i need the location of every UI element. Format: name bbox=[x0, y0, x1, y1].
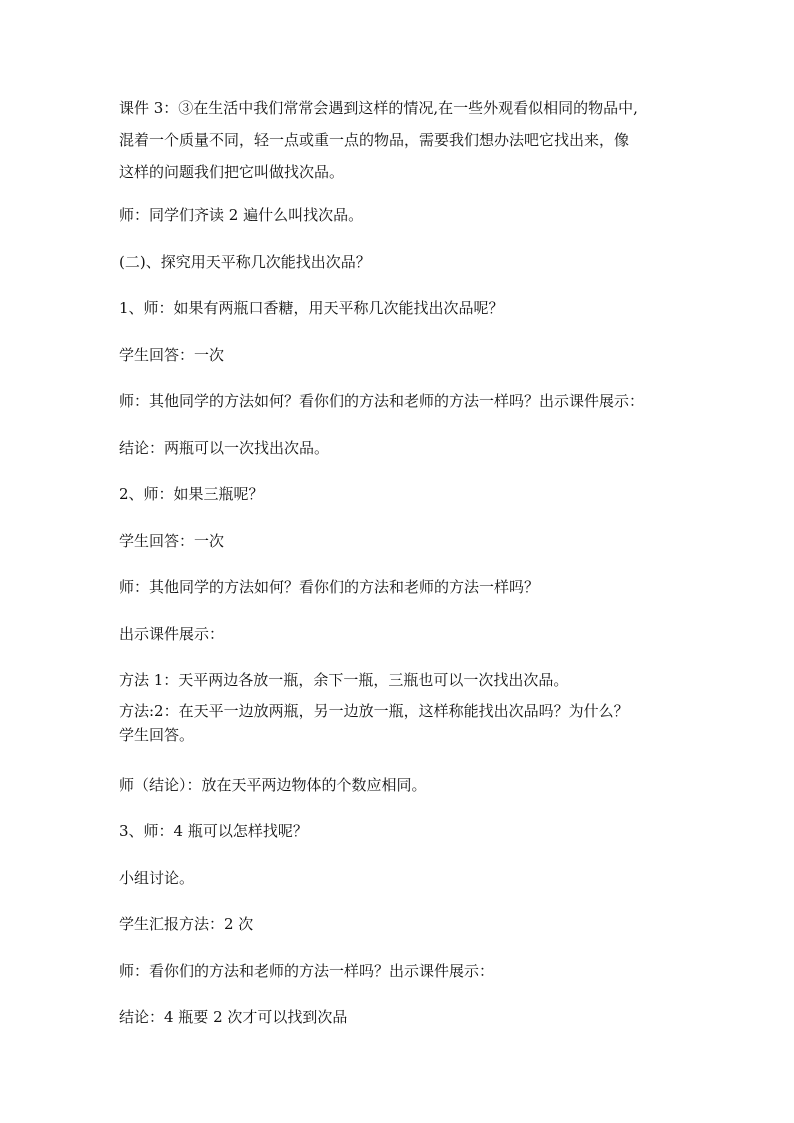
text-line: 学生汇报方法：2 次 bbox=[119, 915, 254, 933]
section-heading-explore bbox=[119, 246, 679, 278]
text-line: 课件 3：③在生活中我们常常会遇到这样的情况,在一些外观看似相同的物品中, bbox=[119, 99, 638, 117]
paragraph-teacher-compare-2 bbox=[119, 571, 679, 603]
text-line: 结论：4 瓶要 2 次才可以找到次品 bbox=[119, 1008, 348, 1026]
paragraph-teacher-conclusion bbox=[119, 769, 679, 801]
paragraph-method-1 bbox=[119, 664, 679, 696]
text-line: 小组讨论。 bbox=[119, 869, 195, 887]
text-line: 混着一个质量不同，轻一点或重一点的物品，需要我们想办法吧它找出来，像 bbox=[119, 131, 630, 149]
text-line: (二)、探究用天平称几次能找出次品？ bbox=[119, 253, 371, 271]
text-line: 学生回答：一次 bbox=[119, 532, 225, 550]
paragraph-method-2 bbox=[119, 699, 679, 747]
paragraph-student-report bbox=[119, 908, 679, 940]
text-line: 师：其他同学的方法如何？看你们的方法和老师的方法一样吗？出示课件展示： bbox=[119, 392, 645, 410]
text-line: 方法 1：天平两边各放一瓶，余下一瓶，三瓶也可以一次找出次品。 bbox=[119, 671, 569, 689]
text-line: 出示课件展示： bbox=[119, 625, 225, 643]
text-line: 结论：两瓶可以一次找出次品。 bbox=[119, 439, 330, 457]
paragraph-student-answer-2 bbox=[119, 525, 679, 557]
text-line: 2、师：如果三瓶呢？ bbox=[119, 485, 264, 503]
paragraph-group-discussion bbox=[119, 862, 679, 894]
text-line: 师：其他同学的方法如何？看你们的方法和老师的方法一样吗？ bbox=[119, 578, 540, 596]
paragraph-teacher-compare-3 bbox=[119, 955, 679, 987]
text-line: 学生回答：一次 bbox=[119, 346, 225, 364]
paragraph-question-2 bbox=[119, 478, 679, 510]
paragraph-courseware-3 bbox=[119, 92, 679, 188]
paragraph-teacher-read bbox=[119, 199, 679, 231]
paragraph-student-answer-1 bbox=[119, 339, 679, 371]
paragraph-question-3 bbox=[119, 815, 679, 847]
text-line: 1、师：如果有两瓶口香糖，用天平称几次能找出次品呢？ bbox=[119, 299, 504, 317]
paragraph-teacher-compare-1 bbox=[119, 385, 679, 417]
text-line: 学生回答。 bbox=[119, 726, 195, 744]
text-line: 师：看你们的方法和老师的方法一样吗？出示课件展示： bbox=[119, 962, 495, 980]
paragraph-conclusion-3 bbox=[119, 1001, 679, 1033]
text-line: 方法:2：在天平一边放两瓶，另一边放一瓶，这样称能找出次品吗？为什么？ bbox=[119, 702, 629, 720]
paragraph-show-courseware bbox=[119, 618, 679, 650]
text-line: 师：同学们齐读 2 遍什么叫找次品。 bbox=[119, 206, 364, 224]
text-line: 这样的问题我们把它叫做找次品。 bbox=[119, 163, 345, 181]
text-line: 3、师：4 瓶可以怎样找呢？ bbox=[119, 822, 308, 840]
paragraph-conclusion-1 bbox=[119, 432, 679, 464]
paragraph-question-1 bbox=[119, 292, 679, 324]
text-line: 师（结论）：放在天平两边物体的个数应相同。 bbox=[119, 776, 427, 794]
